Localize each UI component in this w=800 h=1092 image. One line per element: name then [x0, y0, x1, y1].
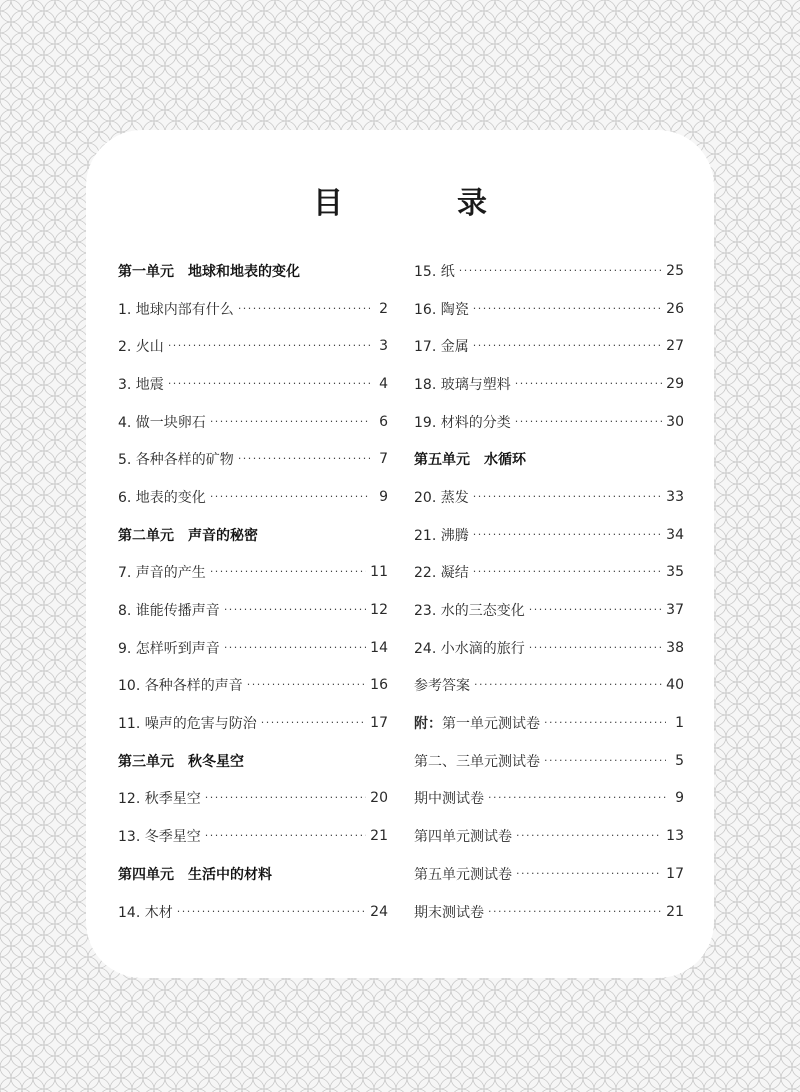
toc-entry: [414, 478, 684, 516]
toc-page-number: 6: [379, 413, 388, 430]
toc-entry-label: 1. 地球内部有什么: [118, 301, 234, 318]
toc-page-number: 14: [370, 639, 388, 656]
toc-page-number: 24: [370, 903, 388, 920]
toc-page-number: 4: [379, 375, 388, 392]
toc-entry-label: 15. 纸: [414, 263, 455, 280]
toc-entry-label: 16. 陶瓷: [414, 301, 469, 318]
toc-page-number: 17: [370, 715, 388, 732]
toc-unit-heading: [118, 742, 388, 780]
toc-entry: [118, 440, 388, 478]
dot-leader: [516, 829, 662, 843]
toc-entry-label: 5. 各种各样的矿物: [118, 452, 234, 469]
toc-page-number: 11: [370, 564, 388, 581]
dot-leader: [473, 528, 662, 542]
dot-leader: [168, 377, 370, 391]
dot-leader: [168, 339, 370, 353]
page-title: 目 录: [313, 186, 529, 221]
toc-entry-label: 24. 小水滴的旅行: [414, 640, 525, 657]
toc-entry: [118, 704, 388, 742]
dot-leader: [515, 377, 662, 391]
toc-entry-label: 期末测试卷: [414, 904, 484, 921]
toc-entry-label: 18. 玻璃与塑料: [414, 376, 511, 393]
toc-entry-label: 参考答案: [414, 678, 470, 695]
toc-entry: [414, 591, 684, 629]
unit-heading-label: 第五单元 水循环: [414, 452, 526, 469]
toc-entry-label: 7. 声音的产生: [118, 565, 206, 582]
unit-heading-label: 第二单元 声音的秘密: [118, 527, 258, 544]
toc-entry-label: 23. 水的三态变化: [414, 603, 525, 620]
toc-page-number: 38: [666, 639, 684, 656]
toc-page-number: 29: [666, 375, 684, 392]
dot-leader: [544, 754, 666, 768]
toc-entry: [414, 817, 684, 855]
toc-entry-label: 13. 冬季星空: [118, 829, 201, 846]
toc-unit-heading: [118, 252, 388, 290]
dot-leader: [177, 905, 366, 919]
toc-entry-label: 4. 做一块卵石: [118, 414, 206, 431]
toc-entry: [414, 403, 684, 441]
toc-page-number: 17: [666, 865, 684, 882]
dot-leader: [515, 415, 662, 429]
toc-entry: [414, 516, 684, 554]
dot-leader: [473, 339, 662, 353]
dot-leader: [205, 829, 366, 843]
toc-entry: [414, 327, 684, 365]
toc-entry: [414, 290, 684, 328]
dot-leader: [474, 678, 662, 692]
toc-entry: [414, 855, 684, 893]
toc-entry-label: 22. 凝结: [414, 565, 469, 582]
toc-entry: [118, 667, 388, 705]
toc-page-number: 35: [666, 564, 684, 581]
toc-entry: [118, 403, 388, 441]
toc-entry: [118, 478, 388, 516]
toc-unit-heading: [118, 516, 388, 554]
dot-leader: [473, 565, 662, 579]
toc-entry: [118, 629, 388, 667]
toc-entry: [414, 780, 684, 818]
dot-leader: [488, 791, 666, 805]
toc-entry: [118, 290, 388, 328]
toc-entry-label: 3. 地震: [118, 376, 164, 393]
unit-heading-label: 第一单元 地球和地表的变化: [118, 263, 300, 280]
toc-right-column: [414, 252, 684, 930]
toc-entry-label: 第一单元测试卷: [442, 716, 540, 733]
toc-entry-label: 第五单元测试卷: [414, 866, 512, 883]
dot-leader: [473, 490, 662, 504]
toc-page-number: 26: [666, 300, 684, 317]
toc-entry-label: 21. 沸腾: [414, 527, 469, 544]
toc-entry-label: 20. 蒸发: [414, 489, 469, 506]
toc-page-number: 9: [675, 790, 684, 807]
toc-entry-label: 12. 秋季星空: [118, 791, 201, 808]
toc-entry-label: 14. 木材: [118, 904, 173, 921]
dot-leader: [529, 641, 662, 655]
toc-page-number: 30: [666, 413, 684, 430]
toc-page-number: 2: [379, 300, 388, 317]
unit-heading-label: 第四单元 生活中的材料: [118, 866, 272, 883]
toc-page-number: 37: [666, 602, 684, 619]
dot-leader: [459, 264, 662, 278]
toc-entry-label: 第四单元测试卷: [414, 829, 512, 846]
dot-leader: [210, 415, 370, 429]
toc-page-number: 25: [666, 262, 684, 279]
toc-page-number: 40: [666, 677, 684, 694]
toc-entry: [414, 554, 684, 592]
toc-entry-label: 11. 噪声的危害与防治: [118, 716, 257, 733]
toc-entry: [118, 817, 388, 855]
toc-page-number: 34: [666, 526, 684, 543]
dot-leader: [488, 905, 662, 919]
dot-leader: [238, 302, 370, 316]
toc-entry-label: 6. 地表的变化: [118, 489, 206, 506]
toc-left-column: [118, 252, 388, 930]
toc-entry-label: 17. 金属: [414, 339, 469, 356]
dot-leader: [210, 565, 366, 579]
toc-page-number: 33: [666, 488, 684, 505]
toc-entry-label: 期中测试卷: [414, 791, 484, 808]
toc-page-number: 27: [666, 338, 684, 355]
dot-leader: [224, 603, 366, 617]
dot-leader: [247, 678, 366, 692]
toc-entry: [118, 554, 388, 592]
toc-page-number: 20: [370, 790, 388, 807]
dot-leader: [224, 641, 366, 655]
dot-leader: [473, 302, 662, 316]
toc-page-number: 21: [666, 903, 684, 920]
toc-entry: [414, 742, 684, 780]
toc-page-number: 3: [379, 338, 388, 355]
dot-leader: [238, 452, 370, 466]
toc-page-number: 12: [370, 602, 388, 619]
toc-entry: [118, 893, 388, 931]
toc-entry: [414, 667, 684, 705]
toc-entry: [414, 365, 684, 403]
dot-leader: [210, 490, 370, 504]
toc-page-number: 13: [666, 828, 684, 845]
toc-page-number: 9: [379, 488, 388, 505]
toc-page-number: 21: [370, 828, 388, 845]
toc-entry: [118, 365, 388, 403]
toc-entry-label: 第二、三单元测试卷: [414, 753, 540, 770]
toc-entry: [414, 252, 684, 290]
toc-page-number: 1: [675, 715, 684, 732]
toc-entry: [414, 893, 684, 931]
toc-unit-heading: [414, 440, 684, 478]
dot-leader: [261, 716, 366, 730]
toc-unit-heading: [118, 855, 388, 893]
toc-entry-label: 10. 各种各样的声音: [118, 678, 243, 695]
dot-leader: [544, 716, 666, 730]
toc-page-number: 16: [370, 677, 388, 694]
toc-entry-label: 2. 火山: [118, 339, 164, 356]
toc-entry-label: 9. 怎样听到声音: [118, 640, 220, 657]
toc-entry-label: 8. 谁能传播声音: [118, 603, 220, 620]
toc-entry: [414, 629, 684, 667]
dot-leader: [205, 791, 366, 805]
toc-entry: [414, 704, 684, 742]
toc-page-number: 7: [379, 451, 388, 468]
appendix-prefix: 附：: [414, 716, 442, 733]
toc-entry: [118, 780, 388, 818]
dot-leader: [529, 603, 662, 617]
toc-entry: [118, 327, 388, 365]
toc-entry-label: 19. 材料的分类: [414, 414, 511, 431]
toc-page-number: 5: [675, 752, 684, 769]
dot-leader: [516, 867, 662, 881]
toc-entry: [118, 591, 388, 629]
unit-heading-label: 第三单元 秋冬星空: [118, 753, 244, 770]
